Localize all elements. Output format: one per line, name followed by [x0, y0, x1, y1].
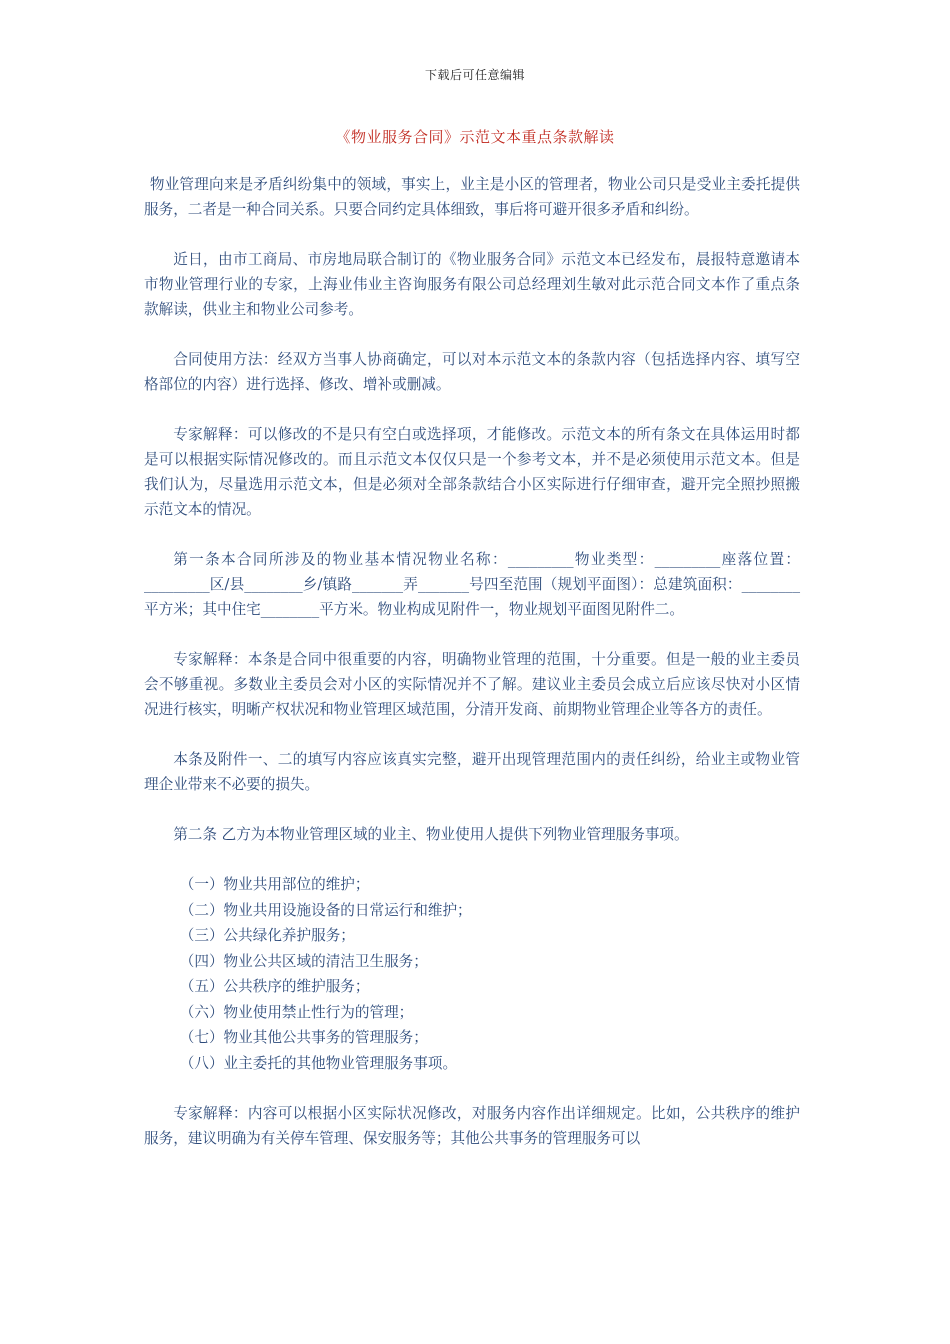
paragraph-news: 近日，由市工商局、市房地局联合制订的《物业服务合同》示范文本已经发布，晨报特意邀请本市物业管理行业的专家，上海业伟业主咨询服务有限公司总经理刘生敏对此示范合同文本作了重点条款解读，供业主和物业公司参考。	[144, 251, 800, 318]
paragraph-expert-explanation: 专家解释：可以修改的不是只有空白或选择项，才能修改。示范文本的所有条文在具体运用时都是可以根据实际情况修改的。而且示范文本仅仅只是一个参考文本，并不是必须使用示范文本。但是我们认为，尽量选用示范文本，但是必须对全部条款结合小区实际进行仔细审查，避开完全照抄照搬示范文本的情况。	[144, 426, 800, 518]
paragraph-usage-method: 合同使用方法：经双方当事人协商确定，可以对本示范文本的条款内容（包括选择内容、填写空格部位的内容）进行选择、修改、增补或删减。	[144, 351, 800, 393]
document-body	[144, 172, 800, 1176]
list-item: （七）物业其他公共事务的管理服务；	[179, 1029, 428, 1046]
document-title: 《物业服务合同》示范文本重点条款解读	[335, 128, 615, 146]
list-item: （四）物业公共区域的清洁卫生服务；	[179, 952, 428, 970]
list-item: （二）物业共用设施设备的日常运行和维护；	[179, 901, 472, 919]
paragraph-expert-explanation: 专家解释：本条是合同中很重要的内容，明确物业管理的范围，十分重要。但是一般的业主委员会不够重视。多数业主委员会对小区的实际情况并不了解。建议业主委员会成立后应该尽快对小区情况进行核实，明晰产权状况和物业管理区域范围，分清开发商、前期物业管理企业等各方的责任。	[144, 651, 800, 718]
paragraph-intro: 物业管理向来是矛盾纠纷集中的领域，事实上，业主是小区的管理者，物业公司只是受业主委托提供服务，二者是一种合同关系。只要合同约定具体细致，事后将可避开很多矛盾和纠纷。	[144, 176, 800, 218]
list-item: （五）公共秩序的维护服务；	[179, 978, 370, 995]
list-item: （一）物业共用部位的维护；	[179, 876, 370, 893]
paragraph-expert-closing: 专家解释：内容可以根据小区实际状况修改，对服务内容作出详细规定。比如，公共秩序的维护服务，建议明确为有关停车管理、保安服务等；其他公共事务的管理服务可以	[144, 1105, 800, 1147]
page-header-note: 下载后可任意编辑	[424, 68, 525, 82]
list-item: （三）公共绿化养护服务；	[179, 927, 355, 944]
paragraph-attachment-note: 本条及附件一、二的填写内容应该真实完整，避开出现管理范围内的责任纠纷，给业主或物业管理企业带来不必要的损失。	[144, 751, 800, 793]
service-items-list	[144, 872, 800, 1076]
list-item: （六）物业使用禁止性行为的管理；	[179, 1003, 414, 1021]
paragraph-article-two: 第二条 乙方为本物业管理区域的业主、物业使用人提供下列物业管理服务事项。	[173, 826, 689, 843]
list-item: （八）业主委托的其他物业管理服务事项。	[179, 1054, 458, 1072]
paragraph-article-one: 第一条本合同所涉及的物业基本情况物业名称：_________物业类型：_________座落位置：_________区/县________乡/镇路_______弄_______号四至范围（规划平面图）：总建筑面积：________平方米；其中住宅________平方米。物业构成见附件一，物业规划平面图见附件二。	[144, 551, 800, 618]
